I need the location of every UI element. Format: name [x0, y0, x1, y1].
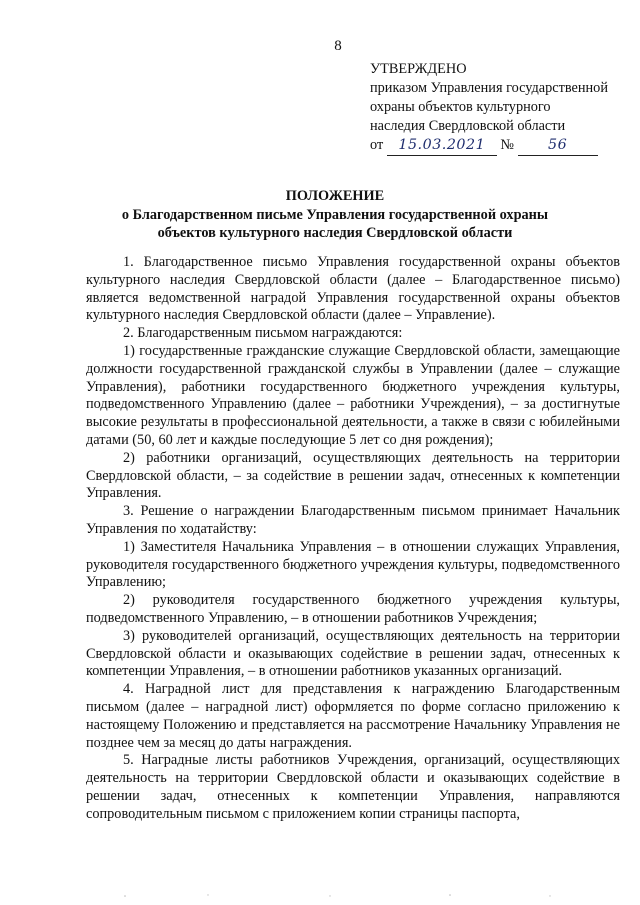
document-subtitle: о Благодарственном письме Управления государственной охраны — [121, 206, 549, 223]
handwritten-number: 56 — [518, 136, 598, 156]
approval-stamp — [370, 60, 632, 156]
approval-line: приказом Управления государственной — [370, 80, 608, 96]
approval-line: наследия Свердловской области — [370, 118, 566, 134]
approval-date-row — [370, 136, 632, 156]
approval-line: охраны объектов культурного — [370, 99, 551, 115]
paragraph: 1) государственные гражданские служащие Свердловской области, замещающие должности государственной гражданской службы в Управлении (далее – служащие Управления), работники государственного бюджетного учреждения культуры, подведомственного Управлению (далее – работники Учреждения), – за достигнутые высокие результаты в профессиональной деятельности, а также в связи с юбилейными датами (50, 60 лет и каждые последующие 5 лет со дня рождения); — [86, 342, 620, 448]
paragraph: 2) работники организаций, осуществляющих деятельность на территории Свердловской области, – за содействие в решении задач, отнесенных к компетенции Управления. — [86, 449, 620, 502]
number-prefix: № — [500, 137, 515, 153]
paragraph: 3) руководителей организаций, осуществляющих деятельность на территории Свердловской области и оказывающих содействие в решении задач, отнесенных к компетенции Управления, – в отношении работников указанных организаций. — [86, 627, 620, 680]
paragraph: 1) Заместителя Начальника Управления – в отношении служащих Управления, руководителя государственного бюджетного учреждения культуры, подведомственного Управлению; — [86, 538, 620, 591]
document-subtitle: объектов культурного наследия Свердловской области — [157, 225, 513, 241]
document-heading: ПОЛОЖЕНИЕ — [285, 188, 385, 204]
document-body — [86, 254, 620, 824]
paragraph: 2) руководителя государственного бюджетного учреждения культуры, подведомственного Управлению, – в отношении работников Учреждения; — [86, 592, 620, 626]
document-title — [70, 187, 600, 243]
paragraph: 3. Решение о награждении Благодарственным письмом принимает Начальник Управления по ходатайству: — [86, 503, 620, 537]
approval-title: УТВЕРЖДЕНО — [370, 61, 467, 77]
paragraph: 1. Благодарственное письмо Управления государственной охраны объектов культурного наследия Свердловской области (далее – Благодарственное письмо) является ведомственной наградой Управления государственной охраны объектов культурного наследия Свердловской области (далее – Управление). — [86, 254, 620, 324]
scan-artifact — [120, 893, 560, 899]
handwritten-date: 15.03.2021 — [387, 136, 497, 156]
paragraph: 4. Наградной лист для представления к награждению Благодарственным письмом (далее – наградной лист) оформляется по форме согласно приложению к настоящему Положению и представляется на рассмотрение Начальнику Управления не позднее чем за месяц до даты награждения. — [86, 681, 620, 751]
date-prefix: от — [370, 137, 384, 153]
paragraph: 5. Наградные листы работников Учреждения, организаций, осуществляющих деятельность на территории Свердловской области и оказывающих содействие в решении задач, отнесенных к компетенции Управления, направляются сопроводительным письмом с приложением копии страницы паспорта, — [86, 752, 620, 822]
page-number: 8 — [334, 38, 342, 54]
paragraph: 2. Благодарственным письмом награждаются: — [123, 325, 403, 342]
